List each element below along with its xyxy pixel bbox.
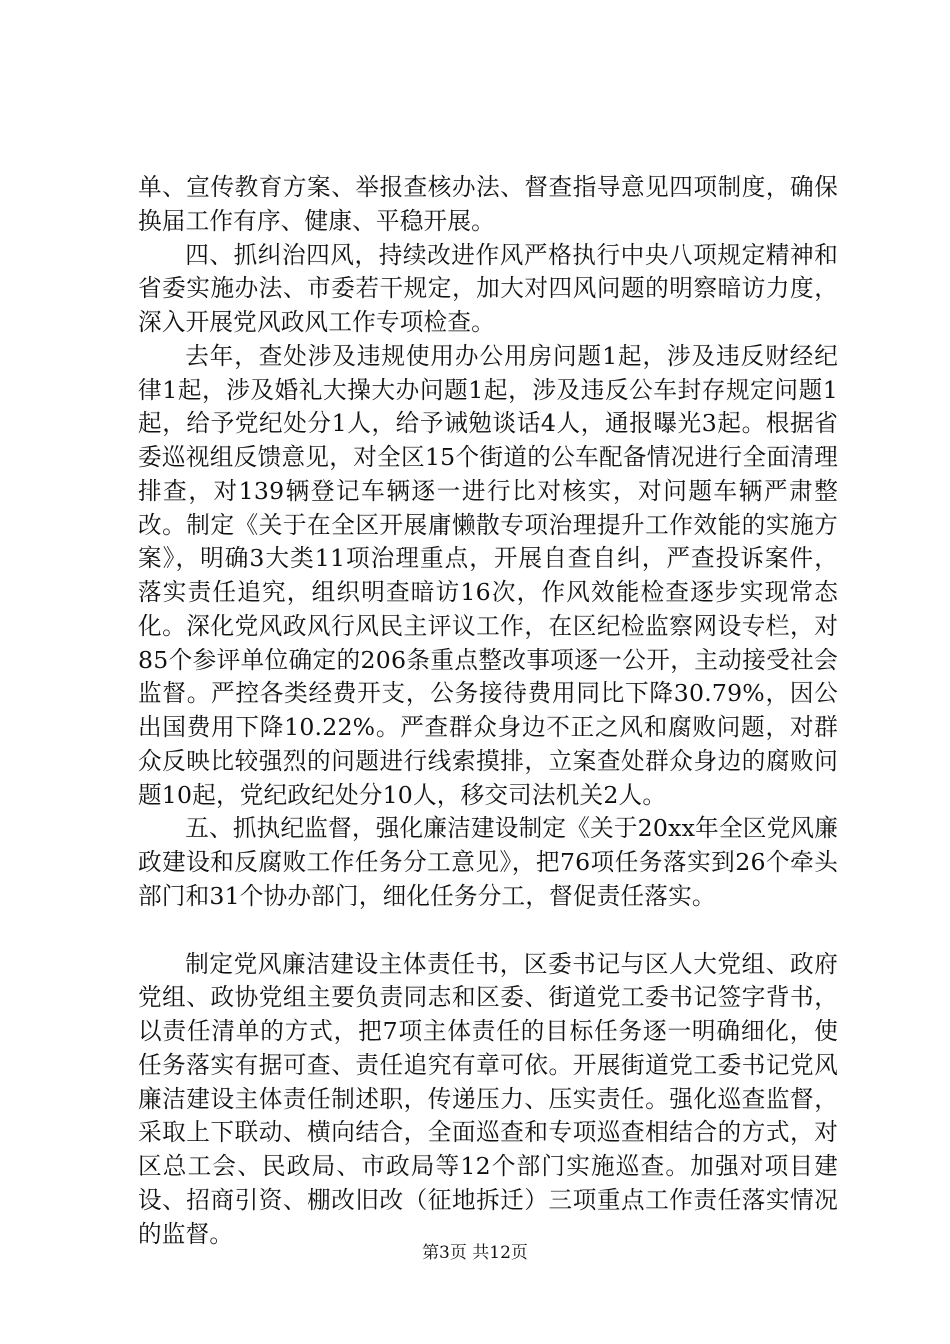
page-number-footer: 第3页 共12页 bbox=[422, 1243, 528, 1263]
paragraph-section-four-heading: 四、抓纠治四风，持续改进作风严格执行中央八项规定精神和省委实施办法、市委若干规定，加大对四风问题的明察暗访力度，深入开展党风政风工作专项检查。 bbox=[138, 240, 838, 336]
paragraph-responsibility: 制定党风廉洁建设主体责任书，区委书记与区人大党组、政府党组、政协党组主要负责同志和区委、街道党工委书记签字背书，以责任清单的方式，把7项主体责任的目标任务逐一明确细化，使任务落实有据可查、责任追究有章可依。开展街道党工委书记党风廉洁建设主体责任制述职，传递压力、压实责任。强化巡查监督，采取上下联动、横向结合，全面巡查和专项巡查相结合的方式，对区总工会、民政局、市政局等12个部门实施巡查。加强对项目建设、招商引资、棚改旧改（征地拆迁）三项重点工作责任落实情况的监督。 bbox=[138, 949, 838, 1248]
paragraph-last-year-results: 去年，查处涉及违规使用办公用房问题1起，涉及违反财经纪律1起，涉及婚礼大操大办问题1起，涉及违反公车封存规定问题1起，给予党纪处分1人，给予诫勉谈话4人，通报曝光3起。根据省委巡视组反馈意见，对全区15个街道的公车配备情况进行全面清理排查，对139辆登记车辆逐一进行比对核实，对问题车辆严肃整改。制定《关于在全区开展庸懒散专项治理提升工作效能的实施方案》，明确3大类11项治理重点，开展自查自纠，严查投诉案件，落实责任追究，组织明查暗访16次，作风效能检查逐步实现常态化。深化党风政风行风民主评议工作，在区纪检监察网设专栏，对85个参评单位确定的206条重点整改事项逐一公开，主动接受社会监督。严控各类经费开支，公务接待费用同比下降30.79%，因公出国费用下降10.22%。严查群众身边不正之风和腐败问题，对群众反映比较强烈的问题进行线索摸排，立案查处群众身边的腐败问题10起，党纪政纪处分10人，移交司法机关2人。 bbox=[138, 341, 838, 809]
paragraph-section-five-heading: 五、抓执纪监督，强化廉洁建设制定《关于20xx年全区党风廉政建设和反腐败工作任务分工意见》，把76项任务落实到26个牵头部门和31个协办部门，细化任务分工，督促责任落实。 bbox=[138, 814, 838, 910]
document-body bbox=[138, 171, 838, 1251]
paragraph-continuation: 单、宣传教育方案、举报查核办法、督查指导意见四项制度，确保换届工作有序、健康、平稳开展。 bbox=[138, 173, 838, 235]
